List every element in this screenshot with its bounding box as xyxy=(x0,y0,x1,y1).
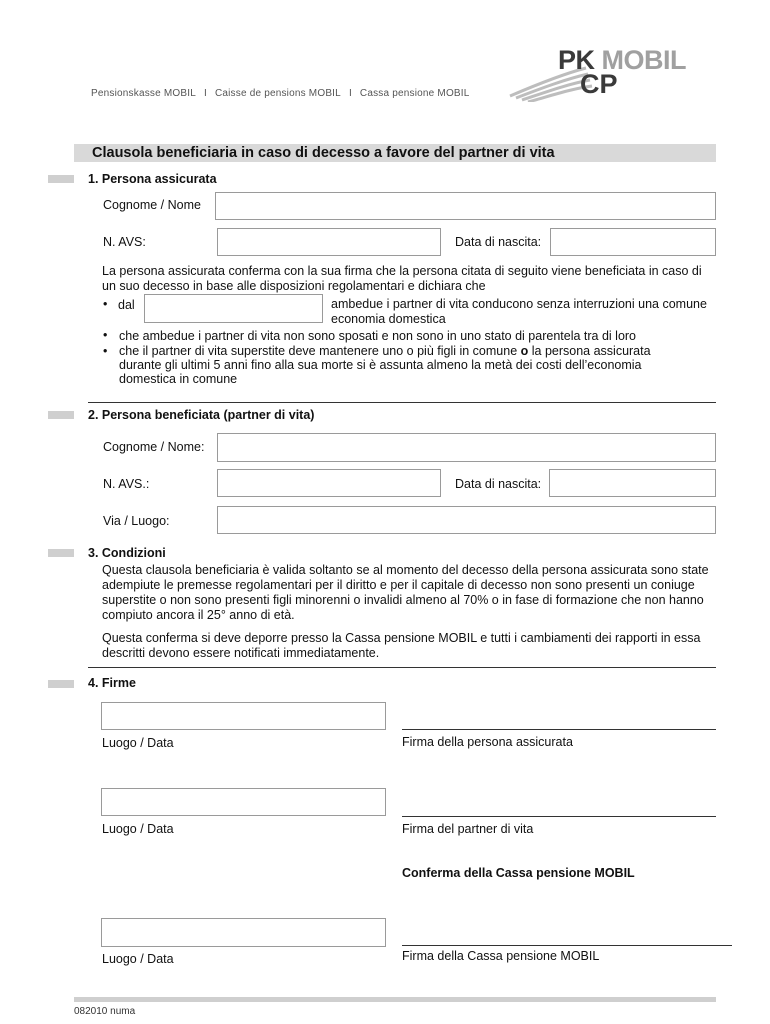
bullet-dot: • xyxy=(103,297,108,311)
section1-intro: La persona assicurata conferma con la sua firma che la persona citata di seguito viene beneficiata in caso di un suo decesso in base alle disposizioni regolamentari e dichiara che xyxy=(102,264,702,293)
cohabitation-since-field[interactable] xyxy=(144,294,323,323)
insured-avs-field[interactable] xyxy=(217,228,441,256)
section-marker xyxy=(48,680,74,688)
divider xyxy=(88,667,716,668)
insured-dob-field[interactable] xyxy=(550,228,716,256)
place-date-field-2[interactable] xyxy=(101,788,386,816)
conditions-para2: Questa conferma si deve deporre presso la Cassa pensione MOBIL e tutti i cambiamenti dei rapporti in essa descritti devono essere notificati immediatamente. xyxy=(102,631,701,660)
partner-dob-label: Data di nascita: xyxy=(455,477,542,491)
place-date-label-2: Luogo / Data xyxy=(102,822,174,836)
org-it: Cassa pensione MOBIL xyxy=(359,88,470,99)
partner-name-field[interactable] xyxy=(217,433,716,462)
place-date-field-3[interactable] xyxy=(101,918,386,947)
section-marker xyxy=(48,549,74,557)
partner-name-label: Cognome / Nome: xyxy=(103,440,205,454)
partner-avs-label: N. AVS.: xyxy=(103,477,150,491)
signature-label-3: Firma della Cassa pensione MOBIL xyxy=(402,949,600,963)
divider xyxy=(88,402,716,403)
header-orgs xyxy=(91,88,470,99)
partner-address-label: Via / Luogo: xyxy=(103,514,170,528)
partner-avs-field[interactable] xyxy=(217,469,441,497)
bullet2-text: che ambedue i partner di vita non sono sposati e non sono in uno stato di parentela tra di loro xyxy=(119,329,637,343)
section3-heading: 3. Condizioni xyxy=(88,546,166,560)
logo xyxy=(508,46,723,102)
logo-cp: CP xyxy=(580,69,618,99)
insured-name-label: Cognome / Nome xyxy=(103,198,201,212)
signature-label-1: Firma della persona assicurata xyxy=(402,735,573,749)
bullet1-prefix: dal xyxy=(118,298,135,312)
place-date-field-1[interactable] xyxy=(101,702,386,730)
insured-dob-label: Data di nascita: xyxy=(455,235,542,249)
signature-line-1[interactable] xyxy=(402,729,716,730)
signature-line-3[interactable] xyxy=(402,945,732,946)
signature-line-2[interactable] xyxy=(402,816,716,817)
bullet-dot: • xyxy=(103,344,108,358)
page-title: Clausola beneficiaria in caso di decesso a favore del partner di vita xyxy=(92,145,555,161)
place-date-label-3: Luogo / Data xyxy=(102,952,174,966)
section-marker xyxy=(48,411,74,419)
org-separator: I xyxy=(348,88,352,99)
section-marker xyxy=(48,175,74,183)
conditions-para1: Questa clausola beneficiaria è valida soltanto se al momento del decesso della persona assicurata sono state adempiute le premesse regolamentari per il diritto e per il capitale di decesso non sono presenti un coniuge superstite o non sono presenti figli minorenni o invalidi almeno al 70% o in fase di formazione che non hanno compiuto ancora il 25° anno di età. xyxy=(102,563,709,622)
section2-heading: 2. Persona beneficiata (partner di vita) xyxy=(88,408,315,422)
bullet1-text: ambedue i partner di vita conducono senza interruzioni una comune economia domestica xyxy=(331,297,707,326)
partner-address-field[interactable] xyxy=(217,506,716,534)
org-de: Pensionskasse MOBIL xyxy=(91,88,196,99)
logo-pk: PK xyxy=(558,45,595,75)
org-fr: Caisse de pensions MOBIL xyxy=(214,88,341,99)
logo-mobil: MOBIL xyxy=(601,45,687,75)
signature-label-2: Firma del partner di vita xyxy=(402,822,534,836)
bullet3-text: che il partner di vita superstite deve mantenere uno o più figli in comune o la persona assicurata durante gli ultimi 5 anni fino alla sua morte si è assunta almeno la metà dei costi dell’economia domestica in comune xyxy=(119,344,651,386)
footer-rule xyxy=(74,997,716,1002)
section4-heading: 4. Firme xyxy=(88,676,136,690)
bullet-dot: • xyxy=(103,328,108,342)
org-separator: I xyxy=(203,88,207,99)
section1-heading: 1. Persona assicurata xyxy=(88,172,217,186)
insured-name-field[interactable] xyxy=(215,192,716,220)
footer-code: 082010 numa xyxy=(74,1006,136,1017)
place-date-label-1: Luogo / Data xyxy=(102,736,174,750)
partner-dob-field[interactable] xyxy=(549,469,716,497)
fund-confirmation-heading: Conferma della Cassa pensione MOBIL xyxy=(402,866,635,880)
insured-avs-label: N. AVS: xyxy=(103,235,146,249)
